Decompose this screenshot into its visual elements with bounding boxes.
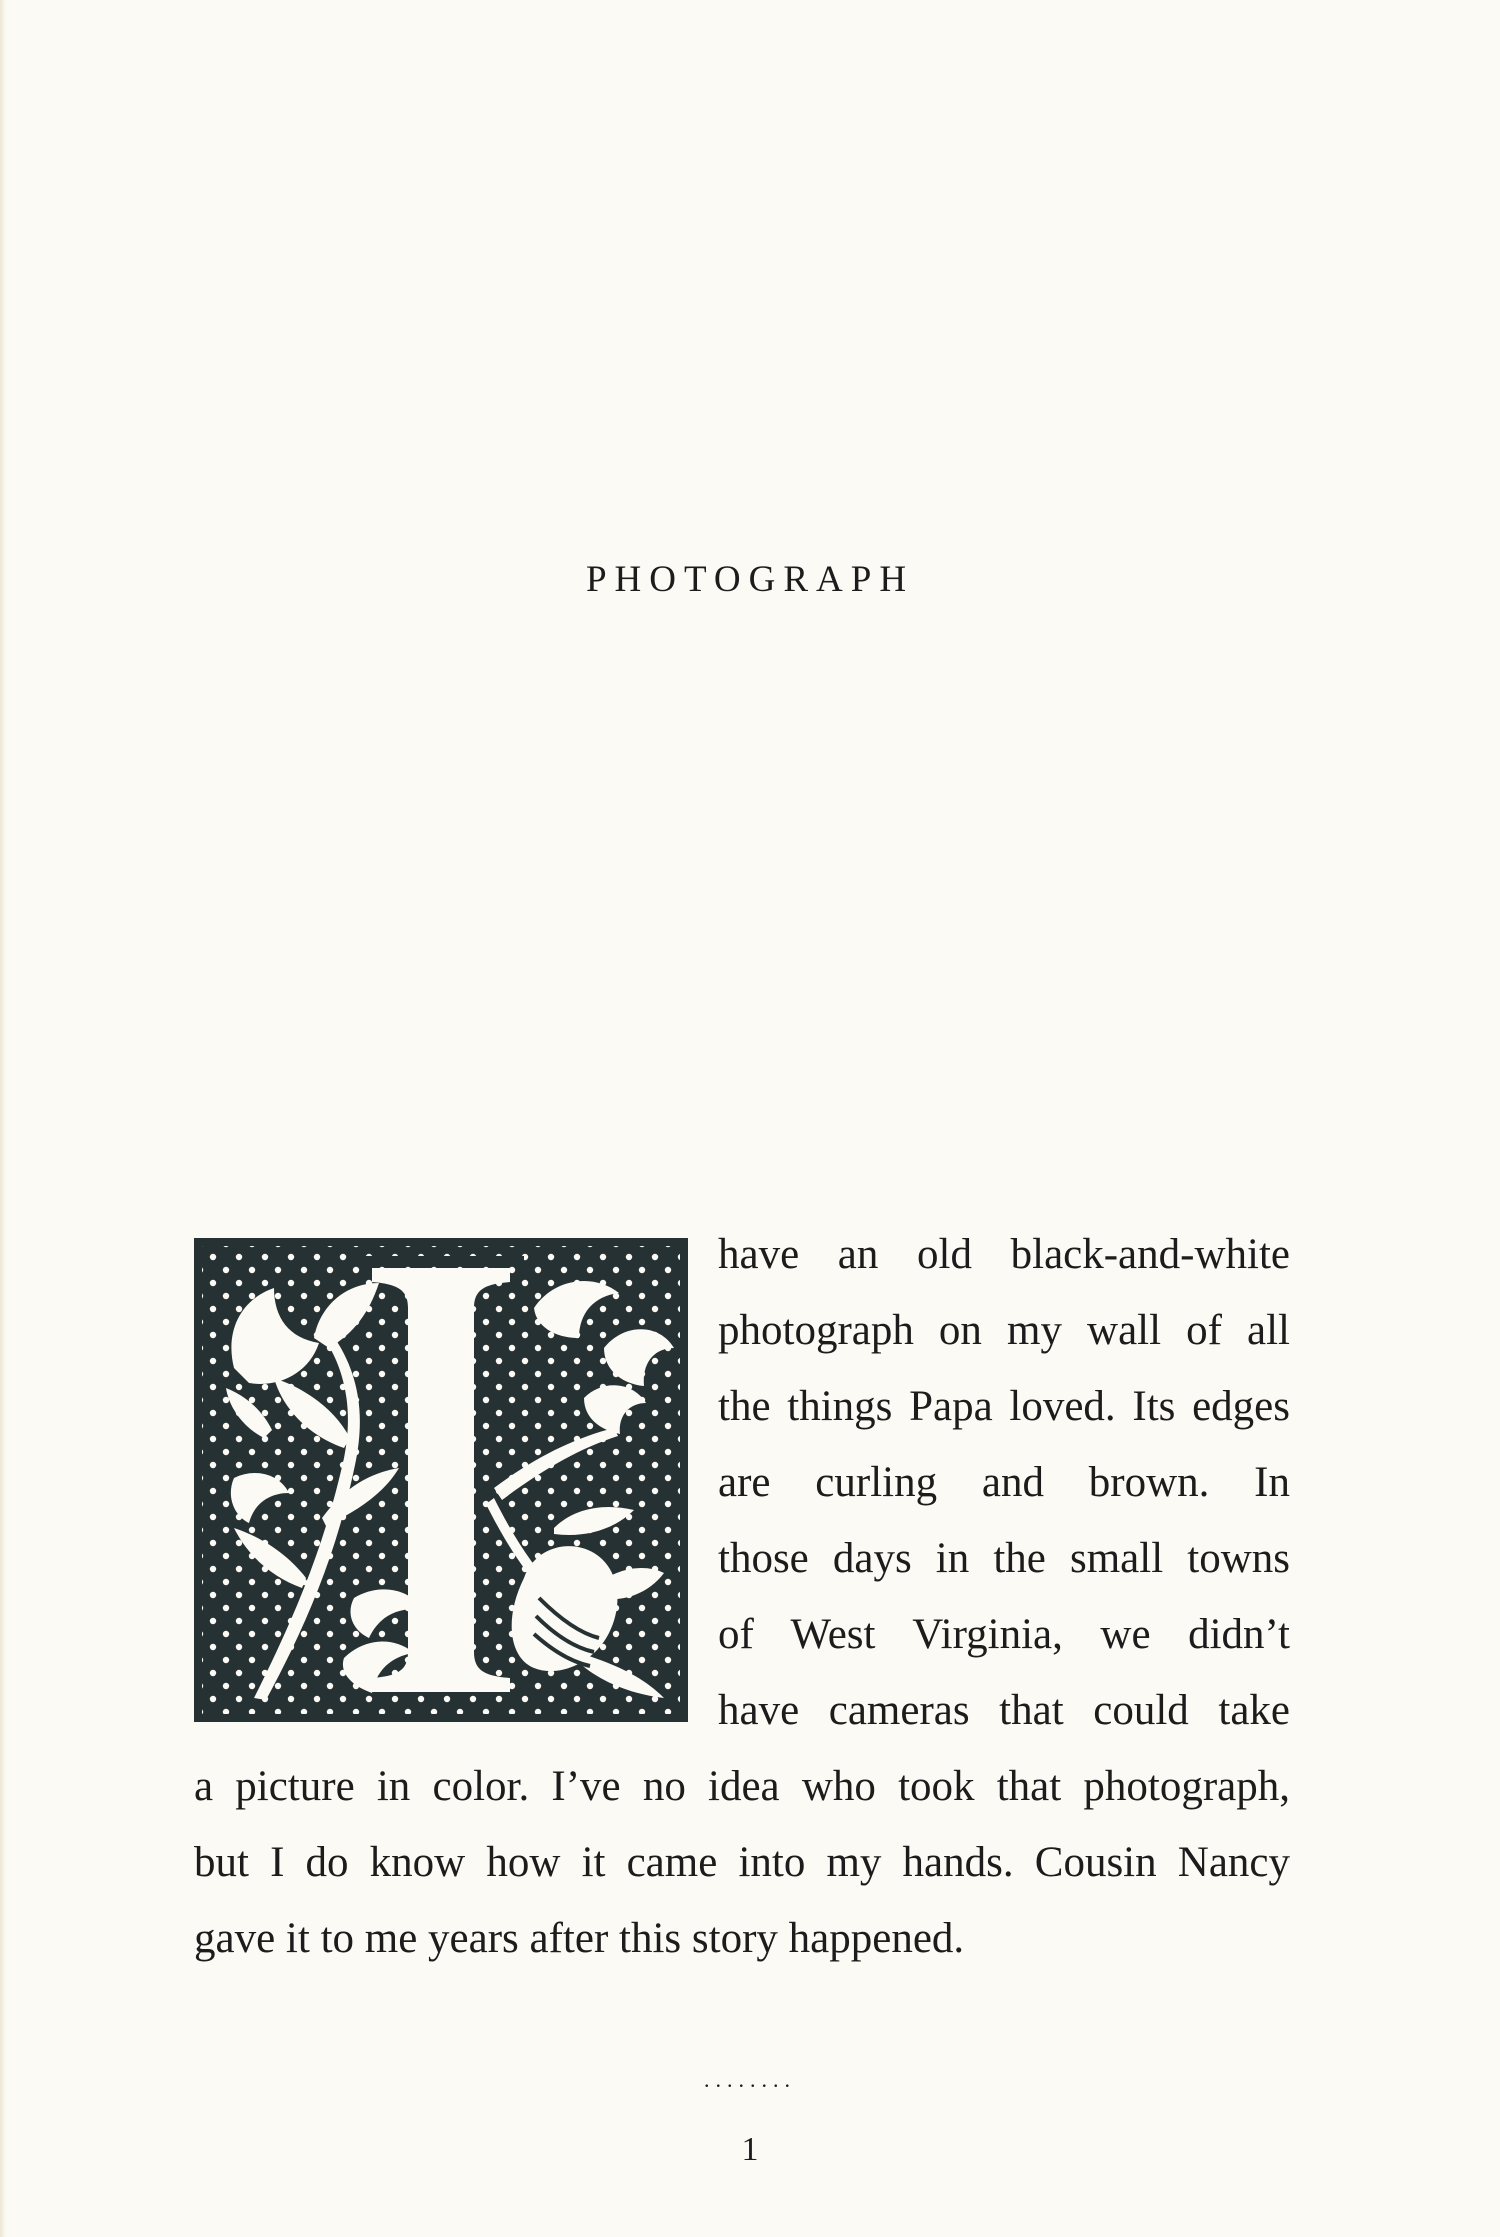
text-line: those days in the small towns [718,1535,1290,1582]
paragraph-full-lines [194,1749,1290,1977]
drop-cap-initial [194,1238,688,1722]
chapter-title: PHOTOGRAPH [585,559,915,600]
page-number: 1 [741,2131,759,2168]
text-line: gave it to me years after this story happened. [194,1915,965,1962]
floral-initial-icon [194,1238,688,1722]
text-line: a picture in color. I’ve no idea who took that photograph, [194,1763,1290,1810]
text-line: are curling and brown. In [718,1459,1290,1506]
text-line: have cameras that could take [718,1687,1290,1734]
page-edge [0,0,6,2237]
paragraph-wrapped-lines [718,1217,1290,1749]
text-line: but I do know how it came into my hands. Cousin Nancy [194,1839,1290,1886]
section-ornament: ........ [704,2067,796,2092]
text-line: of West Virginia, we didn’t [718,1611,1290,1658]
text-line: photograph on my wall of all [718,1307,1290,1354]
text-line: the things Papa loved. Its edges [718,1383,1290,1430]
text-line: have an old black-and-white [718,1231,1290,1278]
